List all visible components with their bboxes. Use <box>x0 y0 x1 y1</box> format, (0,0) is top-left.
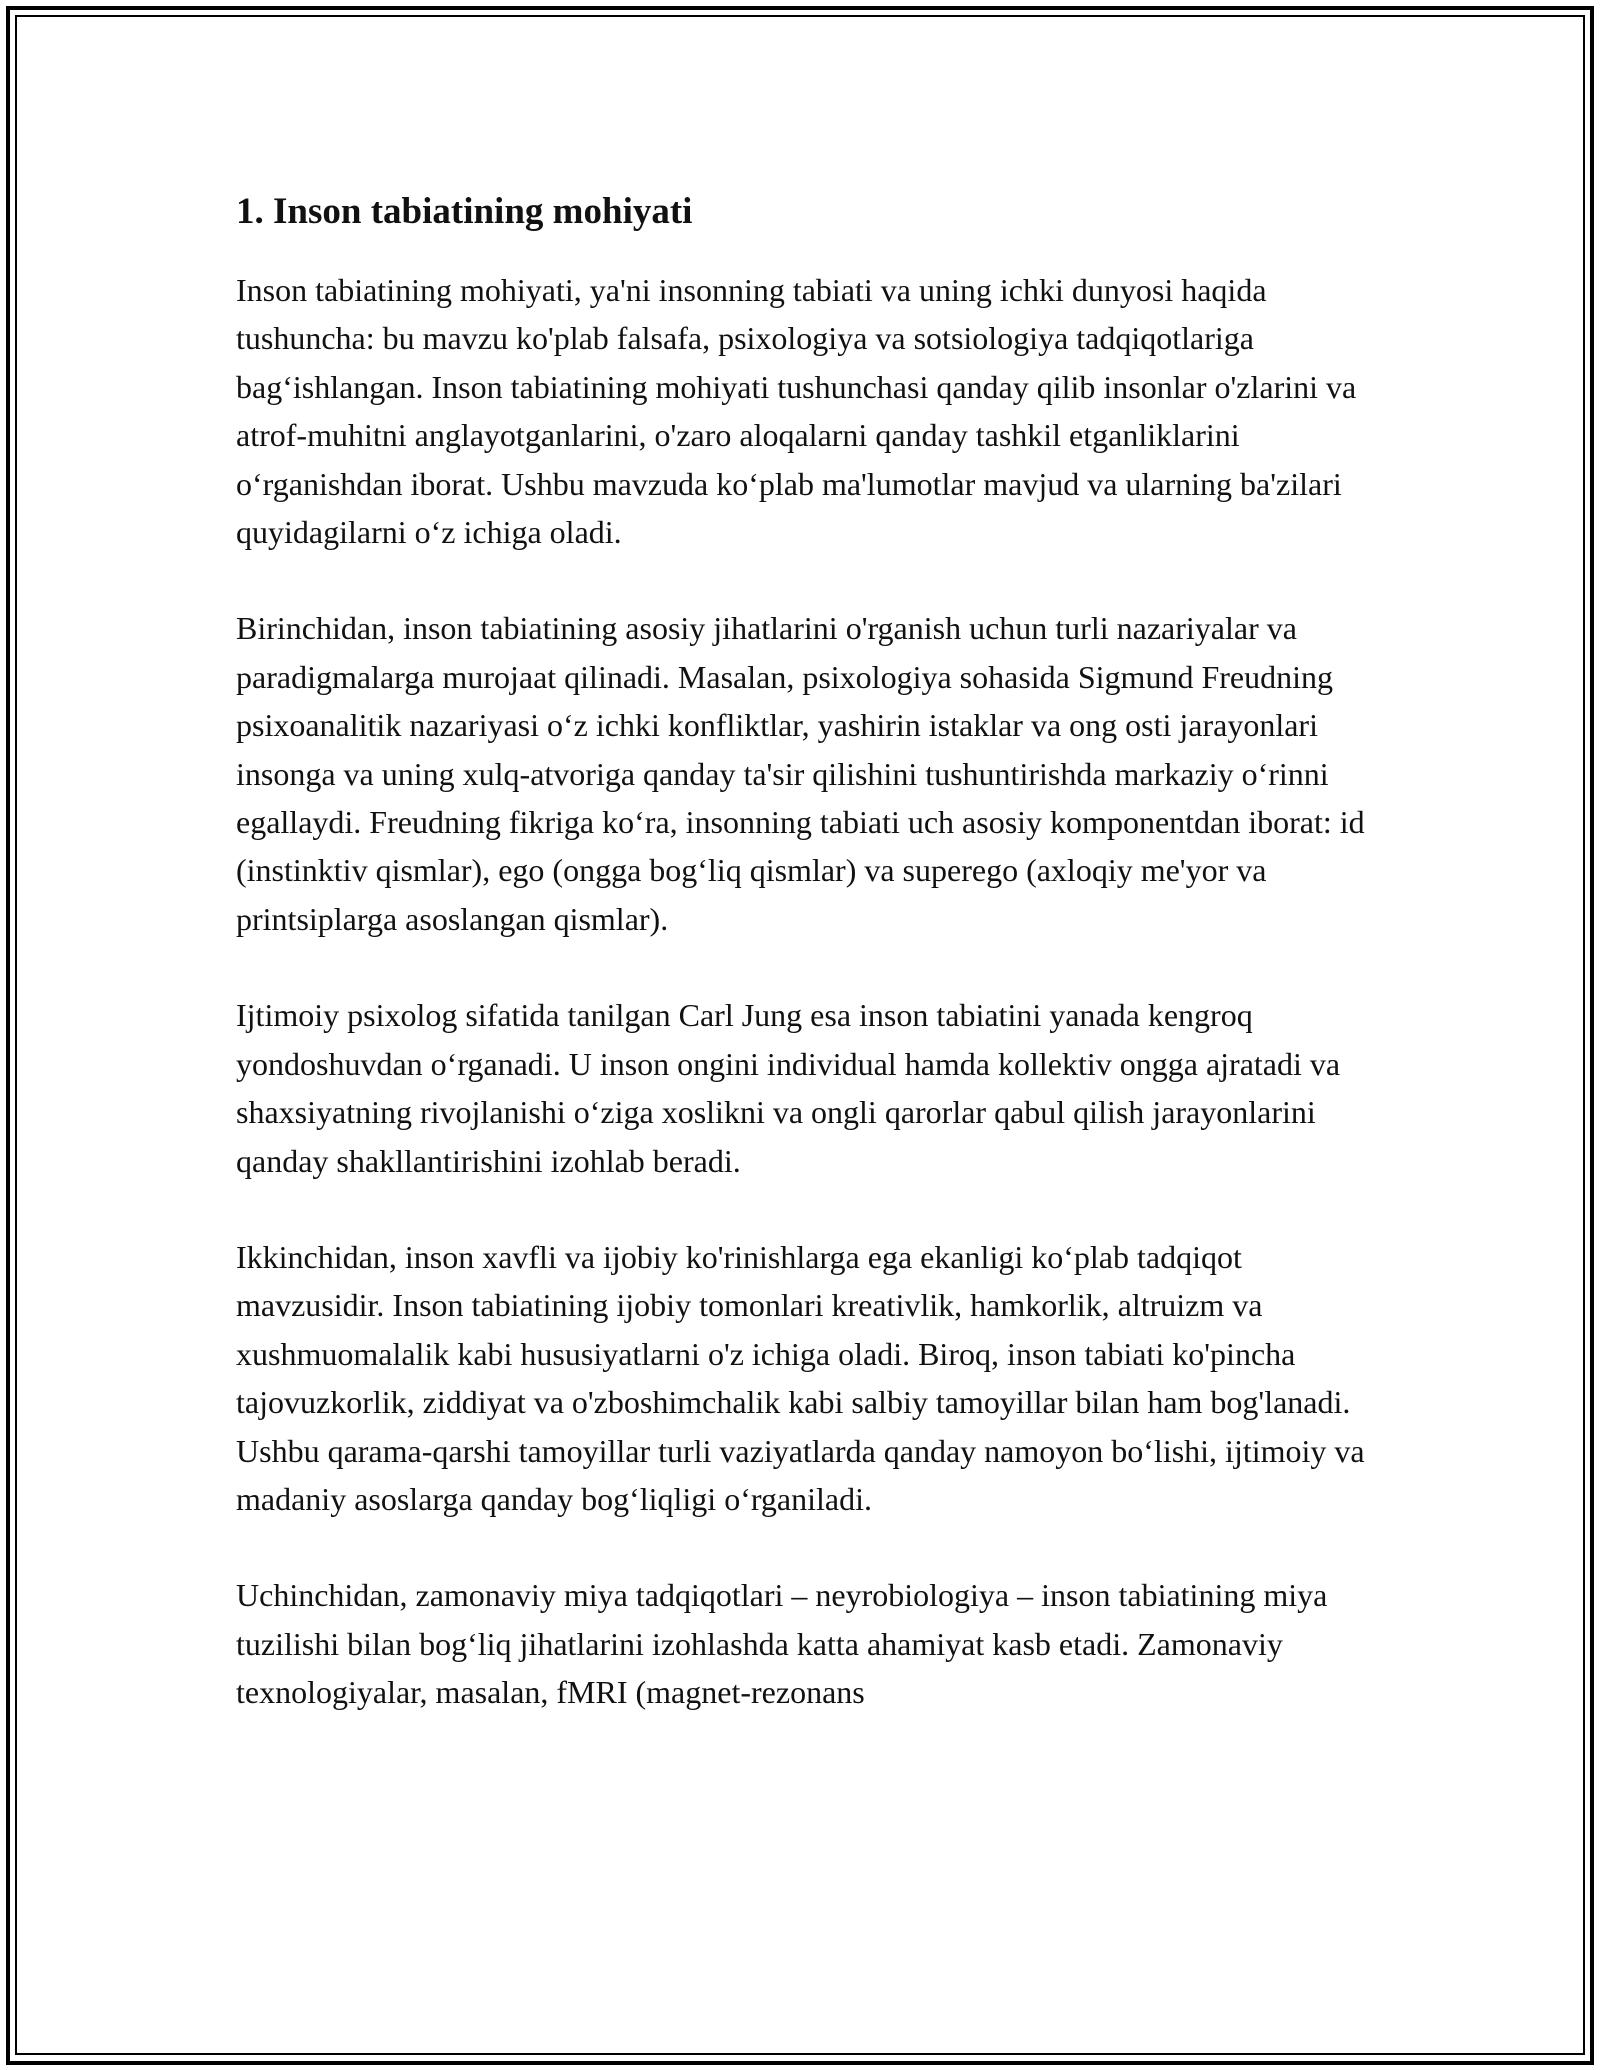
paragraph-2: Birinchidan, inson tabiatining asosiy jihatlarini o'rganish uchun turli nazariyalar va paradigmalarga murojaat qilinadi. Masalan, psixologiya sohasida Sigmund Freudning psixoanalitik nazariyasi o‘z ichki konfliktlar, yashirin istaklar va ong osti jarayonlari insonga va uning xulq-atvoriga qanday ta'sir qilishini tushuntirishda markaziy o‘rinni egallaydi. Freudning fikriga ko‘ra, insonning tabiati uch asosiy komponentdan iborat: id (instinktiv qismlar), ego (ongga bog‘liq qismlar) va superego (axloqiy me'yor va printsiplarga asoslangan qismlar). <box>236 610 1365 937</box>
paragraph-3: Ijtimoiy psixolog sifatida tanilgan Carl Jung esa inson tabiatini yanada kengroq yondoshuvdan o‘rganadi. U inson ongini individual hamda kollektiv ongga ajratadi va shaxsiyatning rivojlanishi o‘ziga xoslikni va ongli qarorlar qabul qilish jarayonlarini qanday shakllantirishini izohlab beradi. <box>236 997 1341 1179</box>
section-heading: 1. Inson tabiatining mohiyati <box>236 191 693 232</box>
paragraph-4: Ikkinchidan, inson xavfli va ijobiy ko'rinishlarga ega ekanligi ko‘plab tadqiqot mavzusidir. Inson tabiatining ijobiy tomonlari kreativlik, hamkorlik, altruizm va xushmuomalalik kabi hususiyatlarni o'z ichiga oladi. Biroq, inson tabiati ko'pincha tajovuzkorlik, ziddiyat va o'zboshimchalik kabi salbiy tamoyillar bilan ham bog'lanadi. Ushbu qarama-qarshi tamoyillar turli vaziyatlarda qanday namoyon bo‘lishi, ijtimoiy va madaniy asoslarga qanday bog‘liqligi o‘rganiladi. <box>236 1238 1365 1517</box>
document-body <box>236 186 1376 1765</box>
paragraph-5: Uchinchidan, zamonaviy miya tadqiqotlari – neyrobiologiya – inson tabiatining miya tuzilishi bilan bog‘liq jihatlarini izohlashda katta ahamiyat kasb etadi. Zamonaviy texnologiyalar, masalan, fMRI (magnet-rezonans <box>236 1577 1328 1711</box>
paragraph-1: Inson tabiatining mohiyati, ya'ni insonning tabiati va uning ichki dunyosi haqida tushuncha: bu mavzu ko'plab falsafa, psixologiya va sotsiologiya tadqiqotlariga bag‘ishlangan. Inson tabiatining mohiyati tushunchasi qanday qilib insonlar o'zlarini va atrof-muhitni anglayotganlarini, o'zaro aloqalarni qanday tashkil etganliklarini o‘rganishdan iborat. Ushbu mavzuda ko‘plab ma'lumotlar mavjud va ularning ba'zilari quyidagilarni o‘z ichiga oladi. <box>236 272 1357 551</box>
